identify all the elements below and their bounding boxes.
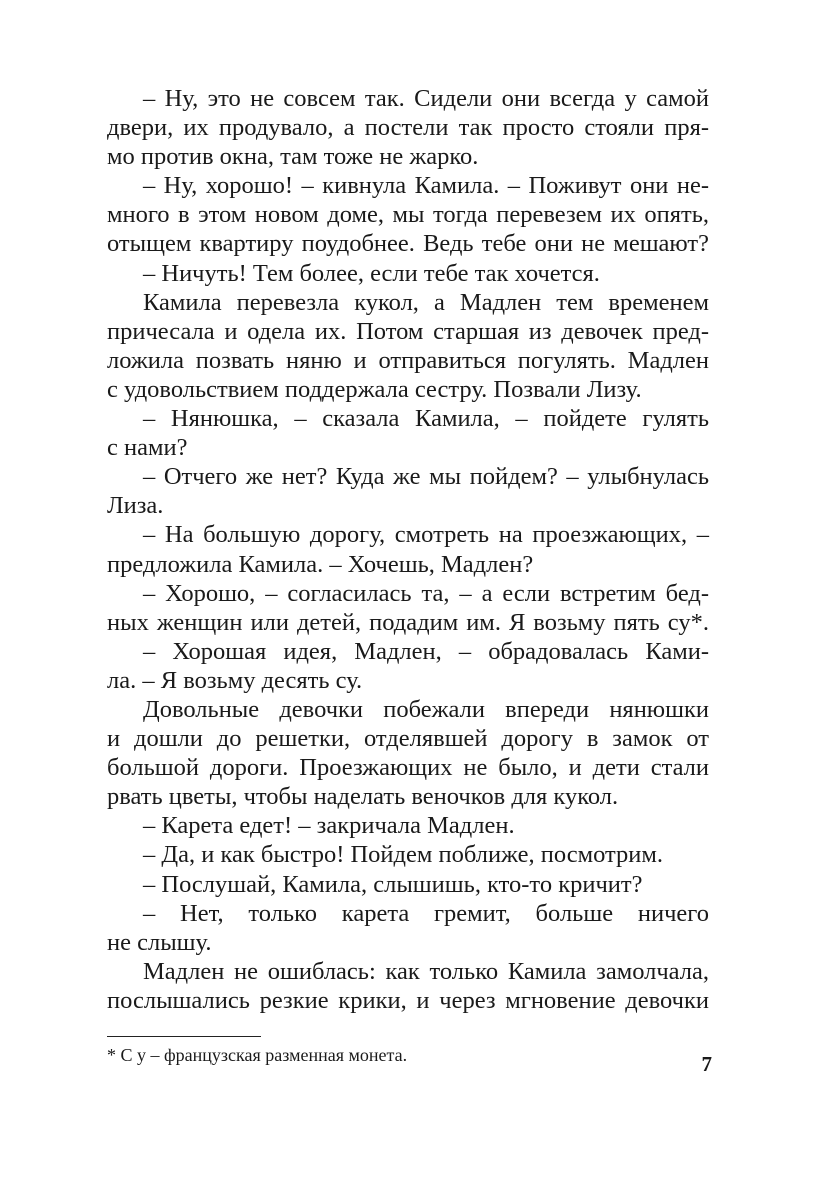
text-line: – Ну, хорошо! – кивнула Камила. – Поживут они не-	[143, 172, 709, 200]
text-line: – На большую дорогу, смотреть на проезжающих, –	[143, 521, 709, 549]
text-line: не слышу.	[107, 928, 212, 956]
text-line: – Ничуть! Тем более, если тебе так хочется.	[143, 259, 600, 287]
text-line: – Нет, только карета гремит, больше ничего	[143, 899, 709, 927]
text-line: ла. – Я возьму десять су.	[107, 666, 363, 694]
text-line: с удовольствием поддержала сестру. Позвали Лизу.	[107, 375, 642, 403]
text-line: много в этом новом доме, мы тогда перевезем их опять,	[107, 201, 709, 229]
text-line: – Хорошо, – согласилась та, – а если встретим бед-	[143, 579, 709, 607]
text-line: – Хорошая идея, Мадлен, – обрадовалась Ками-	[143, 637, 709, 665]
text-line: – Да, и как быстро! Пойдем поближе, посмотрим.	[143, 841, 664, 869]
text-line: Довольные девочки побежали впереди нянюшки	[143, 695, 709, 723]
text-line: Лиза.	[107, 492, 164, 520]
text-line: двери, их продувало, а постели так просто стояли пря-	[107, 114, 709, 142]
text-line: с нами?	[107, 434, 188, 462]
text-line: и дошли до решетки, отделявшей дорогу в замок от	[107, 725, 709, 753]
text-line: причесала и одела их. Потом старшая из девочек пред-	[107, 317, 709, 345]
footnote: * С у – французская разменная монета.	[107, 1045, 408, 1065]
text-line: – Нянюшка, – сказала Камила, – пойдете гулять	[143, 405, 709, 433]
text-line: – Отчего же нет? Куда же мы пойдем? – улыбнулась	[143, 463, 709, 491]
text-line: – Ну, это не совсем так. Сидели они всегда у самой	[143, 85, 709, 112]
page-number: 7	[701, 1052, 712, 1076]
text-line: послышались резкие крики, и через мгновение девочки	[107, 986, 709, 1014]
text-line: большой дороги. Проезжающих не было, и дети стали	[107, 754, 709, 782]
text-line: предложила Камила. – Хочешь, Мадлен?	[107, 550, 534, 578]
text-line: отыщем квартиру поудобнее. Ведь тебе они не мешают?	[107, 230, 709, 258]
text-line: – Послушай, Камила, слышишь, кто-то кричит?	[143, 870, 643, 898]
text-line: ных женщин или детей, подадим им. Я возьму пять су*.	[107, 608, 709, 636]
footnote-divider	[107, 1036, 261, 1037]
text-line: Мадлен не ошиблась: как только Камила замолчала,	[143, 957, 709, 985]
text-line: Камила перевезла кукол, а Мадлен тем временем	[143, 288, 709, 316]
text-line: – Карета едет! – закричала Мадлен.	[143, 812, 515, 840]
page-body	[107, 84, 709, 1015]
text-line: мо против окна, там тоже не жарко.	[107, 143, 479, 171]
text-line: ложила позвать няню и отправиться погулять. Мадлен	[107, 346, 709, 374]
text-line: рвать цветы, чтобы наделать веночков для кукол.	[107, 783, 619, 811]
